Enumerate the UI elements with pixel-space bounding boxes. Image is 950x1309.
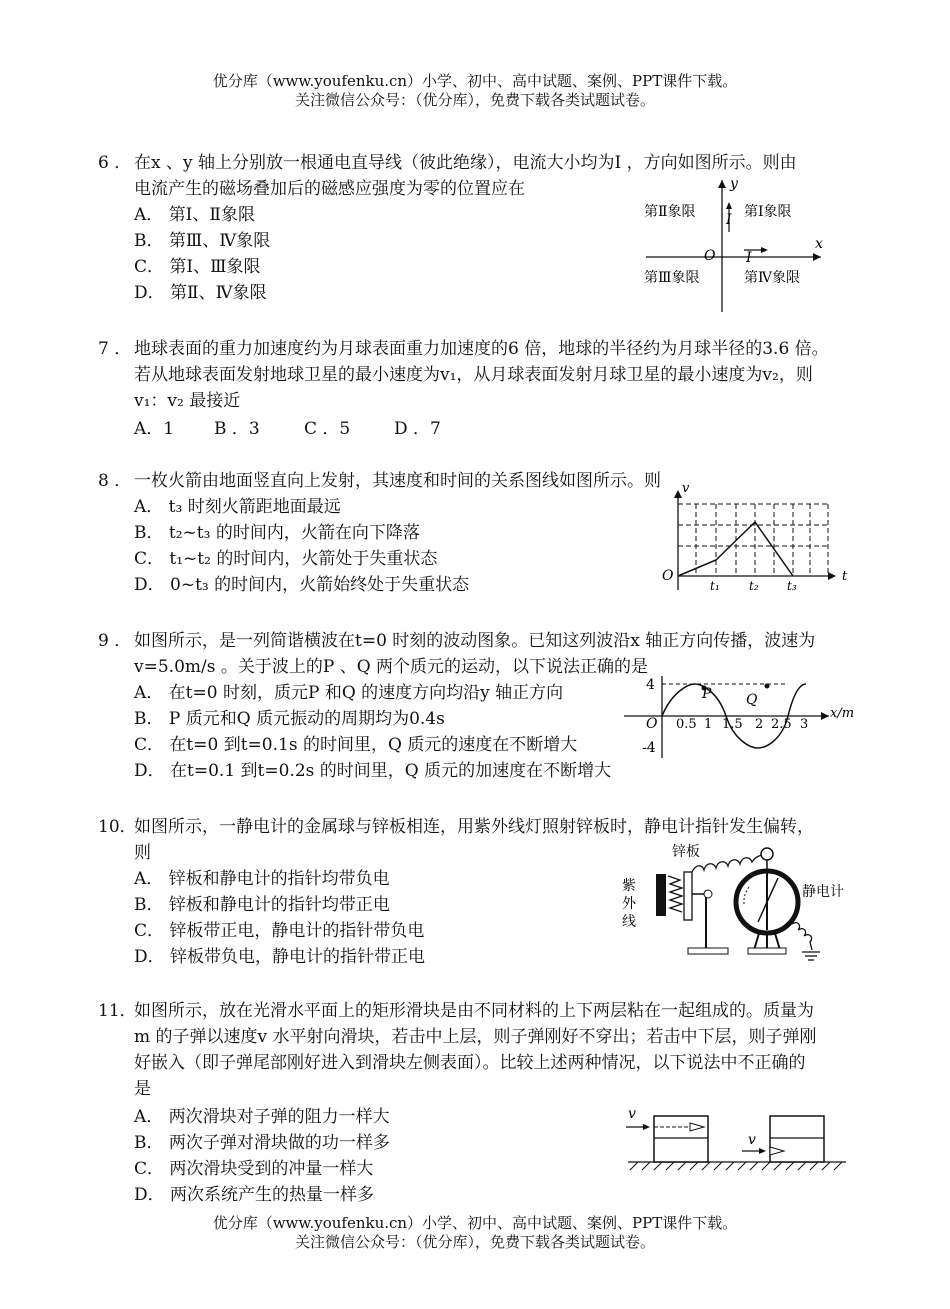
origin-label: O — [704, 248, 716, 264]
option-b: B ．3 — [214, 419, 260, 439]
question-number: 10． — [98, 817, 137, 837]
option-c: C． 两次滑块受到的冲量一样大 — [134, 1159, 374, 1179]
question-text: m 的子弹以速度v 水平射向滑块，若击中上层，则子弹刚好不穿出；若击中下层，则子弹刚 — [134, 1027, 817, 1047]
q8-velocity-time-graph — [660, 482, 850, 594]
uv-label-3: 线 — [622, 914, 636, 930]
question-text: 如图所示，是一列简谐横波在t=0 时刻的波动图象。已知这列波沿x 轴正方向传播，波速为 — [134, 631, 816, 651]
question-text: 是 — [134, 1079, 151, 1099]
v-arrow-icon — [674, 490, 682, 498]
question-text: v₁：v₂ 最接近 — [134, 391, 241, 411]
x-tick-1.5: 1.5 — [722, 717, 743, 732]
velocity-label-2: v — [748, 1132, 756, 1148]
origin-label: O — [662, 568, 674, 584]
option-d: D． 两次系统产生的热量一样多 — [134, 1185, 375, 1205]
header-line-2: 关注微信公众号：（优分库），免费下载各类试题试卷。 — [294, 91, 655, 109]
option-d: D． 在t=0.1 到t=0.2s 的时间里，Q 质元的加速度在不断增大 — [134, 761, 612, 781]
option-d: D ．7 — [394, 419, 441, 439]
v-label: v — [682, 482, 690, 496]
header-line-1: 优分库（www.youfenku.cn）小学、初中、高中试题、案例、PPT课件下载。 — [212, 72, 738, 90]
question-text: 电流产生的磁场叠加后的磁感应强度为零的位置应在 — [134, 179, 525, 199]
x-arrow-icon — [821, 712, 829, 720]
question-text: 好嵌入（即子弹尾部刚好进入到滑块左侧表面）。比较上述两种情况，以下说法中不正确的 — [134, 1053, 806, 1073]
electroscope-base — [748, 948, 786, 954]
question-text: v=5.0m/s 。关于波上的P 、Q 两个质元的运动，以下说法正确的是 — [134, 657, 649, 677]
option-d: D． 第Ⅱ、Ⅳ象限 — [134, 283, 267, 303]
zinc-plate — [684, 872, 692, 920]
uv-label-1: 紫 — [622, 878, 636, 894]
option-b: B． 第Ⅲ、Ⅳ象限 — [134, 231, 271, 251]
question-number: 6 ． — [98, 153, 132, 173]
x-tick-2.5: 2.5 — [771, 717, 792, 732]
current-label-x: I — [746, 250, 752, 266]
question-text: 在x 、y 轴上分别放一根通电直导线（彼此绝缘），电流大小均为I ，方向如图所示。则由 — [134, 153, 797, 173]
quadrant-1-label: 第Ⅰ象限 — [744, 204, 792, 220]
y-arrow-icon — [718, 180, 726, 188]
question-text: 如图所示，一静电计的金属球与锌板相连，用紫外线灯照射锌板时，静电计指针发生偏转， — [134, 817, 814, 837]
option-a: A． t₃ 时刻火箭距地面最远 — [134, 497, 341, 517]
option-d: D． 0~t₃ 的时间内，火箭始终处于失重状态 — [134, 575, 470, 595]
current-label-y: I — [726, 212, 732, 228]
uv-rays — [668, 876, 682, 912]
t-label: t — [842, 569, 848, 584]
ground-hatching — [630, 1162, 842, 1170]
question-number: 9 ． — [98, 631, 132, 651]
y-label: y — [730, 176, 738, 192]
block-case-2 — [770, 1116, 824, 1162]
option-a: A． 第Ⅰ、Ⅱ象限 — [134, 205, 255, 225]
x-axis-label: x/m — [830, 706, 855, 721]
question-text: 一枚火箭由地面竖直向上发射，其速度和时间的关系图线如图所示。则 — [134, 471, 661, 491]
footer-line-2: 关注微信公众号：（优分库），免费下载各类试题试卷。 — [294, 1233, 655, 1251]
quadrant-4-label: 第Ⅳ象限 — [744, 270, 800, 286]
page-header — [0, 72, 950, 110]
electroscope-label: 静电计 — [802, 884, 844, 900]
velocity-arrow-icon-2 — [759, 1148, 766, 1154]
x-label: x — [815, 236, 823, 252]
q11-bullet-block-figure — [624, 1102, 850, 1174]
q9-wave-graph — [624, 672, 864, 762]
clamp-knob — [704, 890, 712, 898]
velocity-label-1: v — [628, 1106, 636, 1122]
question-number: 7 ． — [98, 339, 132, 359]
x-tick-2: 2 — [755, 717, 764, 732]
page-footer — [0, 1214, 950, 1252]
uv-lamp — [656, 874, 666, 916]
t2-label: t₂ — [749, 579, 759, 593]
y-tick-bottom: -4 — [642, 740, 656, 756]
connecting-wire — [692, 855, 766, 872]
question-number: 11． — [98, 1001, 137, 1021]
x-tick-0.5: 0.5 — [676, 717, 697, 732]
zinc-plate-label: 锌板 — [672, 844, 700, 860]
option-c: C． 在t=0 到t=0.1s 的时间里，Q 质元的速度在不断增大 — [134, 735, 578, 755]
option-c: C． 锌板带正电，静电计的指针带负电 — [134, 921, 425, 941]
quadrant-3-label: 第Ⅲ象限 — [644, 270, 700, 286]
current-up-arrow-icon — [726, 202, 732, 209]
option-c: C ．5 — [304, 419, 351, 439]
uv-label-2: 外 — [622, 896, 636, 912]
ground-icon — [802, 952, 820, 960]
option-a: A．1 — [134, 419, 175, 439]
option-b: B． P 质元和Q 质元振动的周期均为0.4s — [134, 709, 445, 729]
question-text: 则 — [134, 843, 151, 863]
quadrant-2-label: 第Ⅱ象限 — [644, 204, 696, 220]
option-b: B． 锌板和静电计的指针均带正电 — [134, 895, 390, 915]
footer-line-1: 优分库（www.youfenku.cn）小学、初中、高中试题、案例、PPT课件下载。 — [212, 1214, 738, 1232]
ground-wire — [792, 923, 812, 950]
t1-label: t₁ — [710, 579, 720, 593]
grid — [678, 504, 828, 576]
metal-ball — [761, 848, 773, 860]
q-label: Q — [746, 692, 758, 708]
question-number: 8 ． — [98, 471, 132, 491]
x-tick-3: 3 — [800, 717, 809, 732]
t-arrow-icon — [828, 572, 836, 580]
option-d: D． 锌板带负电，静电计的指针带正电 — [134, 947, 426, 967]
option-a: A． 锌板和静电计的指针均带负电 — [134, 869, 390, 889]
option-b: B． 两次子弹对滑块做的功一样多 — [134, 1133, 390, 1153]
question-text: 若从地球表面发射地球卫星的最小速度为v₁，从月球表面发射月球卫星的最小速度为v₂，则 — [134, 365, 813, 385]
option-b: B． t₂~t₃ 的时间内，火箭在向下降落 — [134, 523, 420, 543]
x-tick-1: 1 — [704, 717, 713, 732]
option-c: C． 第Ⅰ、Ⅲ象限 — [134, 257, 261, 277]
t3-label: t₃ — [787, 579, 797, 593]
y-tick-top: 4 — [646, 677, 655, 693]
question-text: 地球表面的重力加速度约为月球表面重力加速度的6 倍，地球的半径约为月球半径的3.6 倍。 — [134, 339, 829, 359]
option-a: A． 在t=0 时刻，质元P 和Q 的速度方向均沿y 轴正方向 — [134, 683, 564, 703]
block-case-1 — [654, 1116, 708, 1162]
p-label: P — [702, 686, 712, 702]
q6-figure-axes — [636, 172, 836, 317]
stand-base — [688, 948, 728, 954]
x-arrow-icon — [813, 253, 821, 261]
origin-label: O — [646, 716, 658, 732]
velocity-arrow-icon-1 — [643, 1124, 650, 1130]
current-right-arrow-icon — [761, 247, 768, 253]
option-c: C． t₁~t₂ 的时间内，火箭处于失重状态 — [134, 549, 438, 569]
question-text: 如图所示，放在光滑水平面上的矩形滑块是由不同材料的上下两层粘在一起组成的。质量为 — [134, 1001, 814, 1021]
q10-electroscope-figure — [620, 832, 855, 966]
option-a: A． 两次滑块对子弹的阻力一样大 — [134, 1107, 390, 1127]
point-q — [765, 684, 770, 689]
